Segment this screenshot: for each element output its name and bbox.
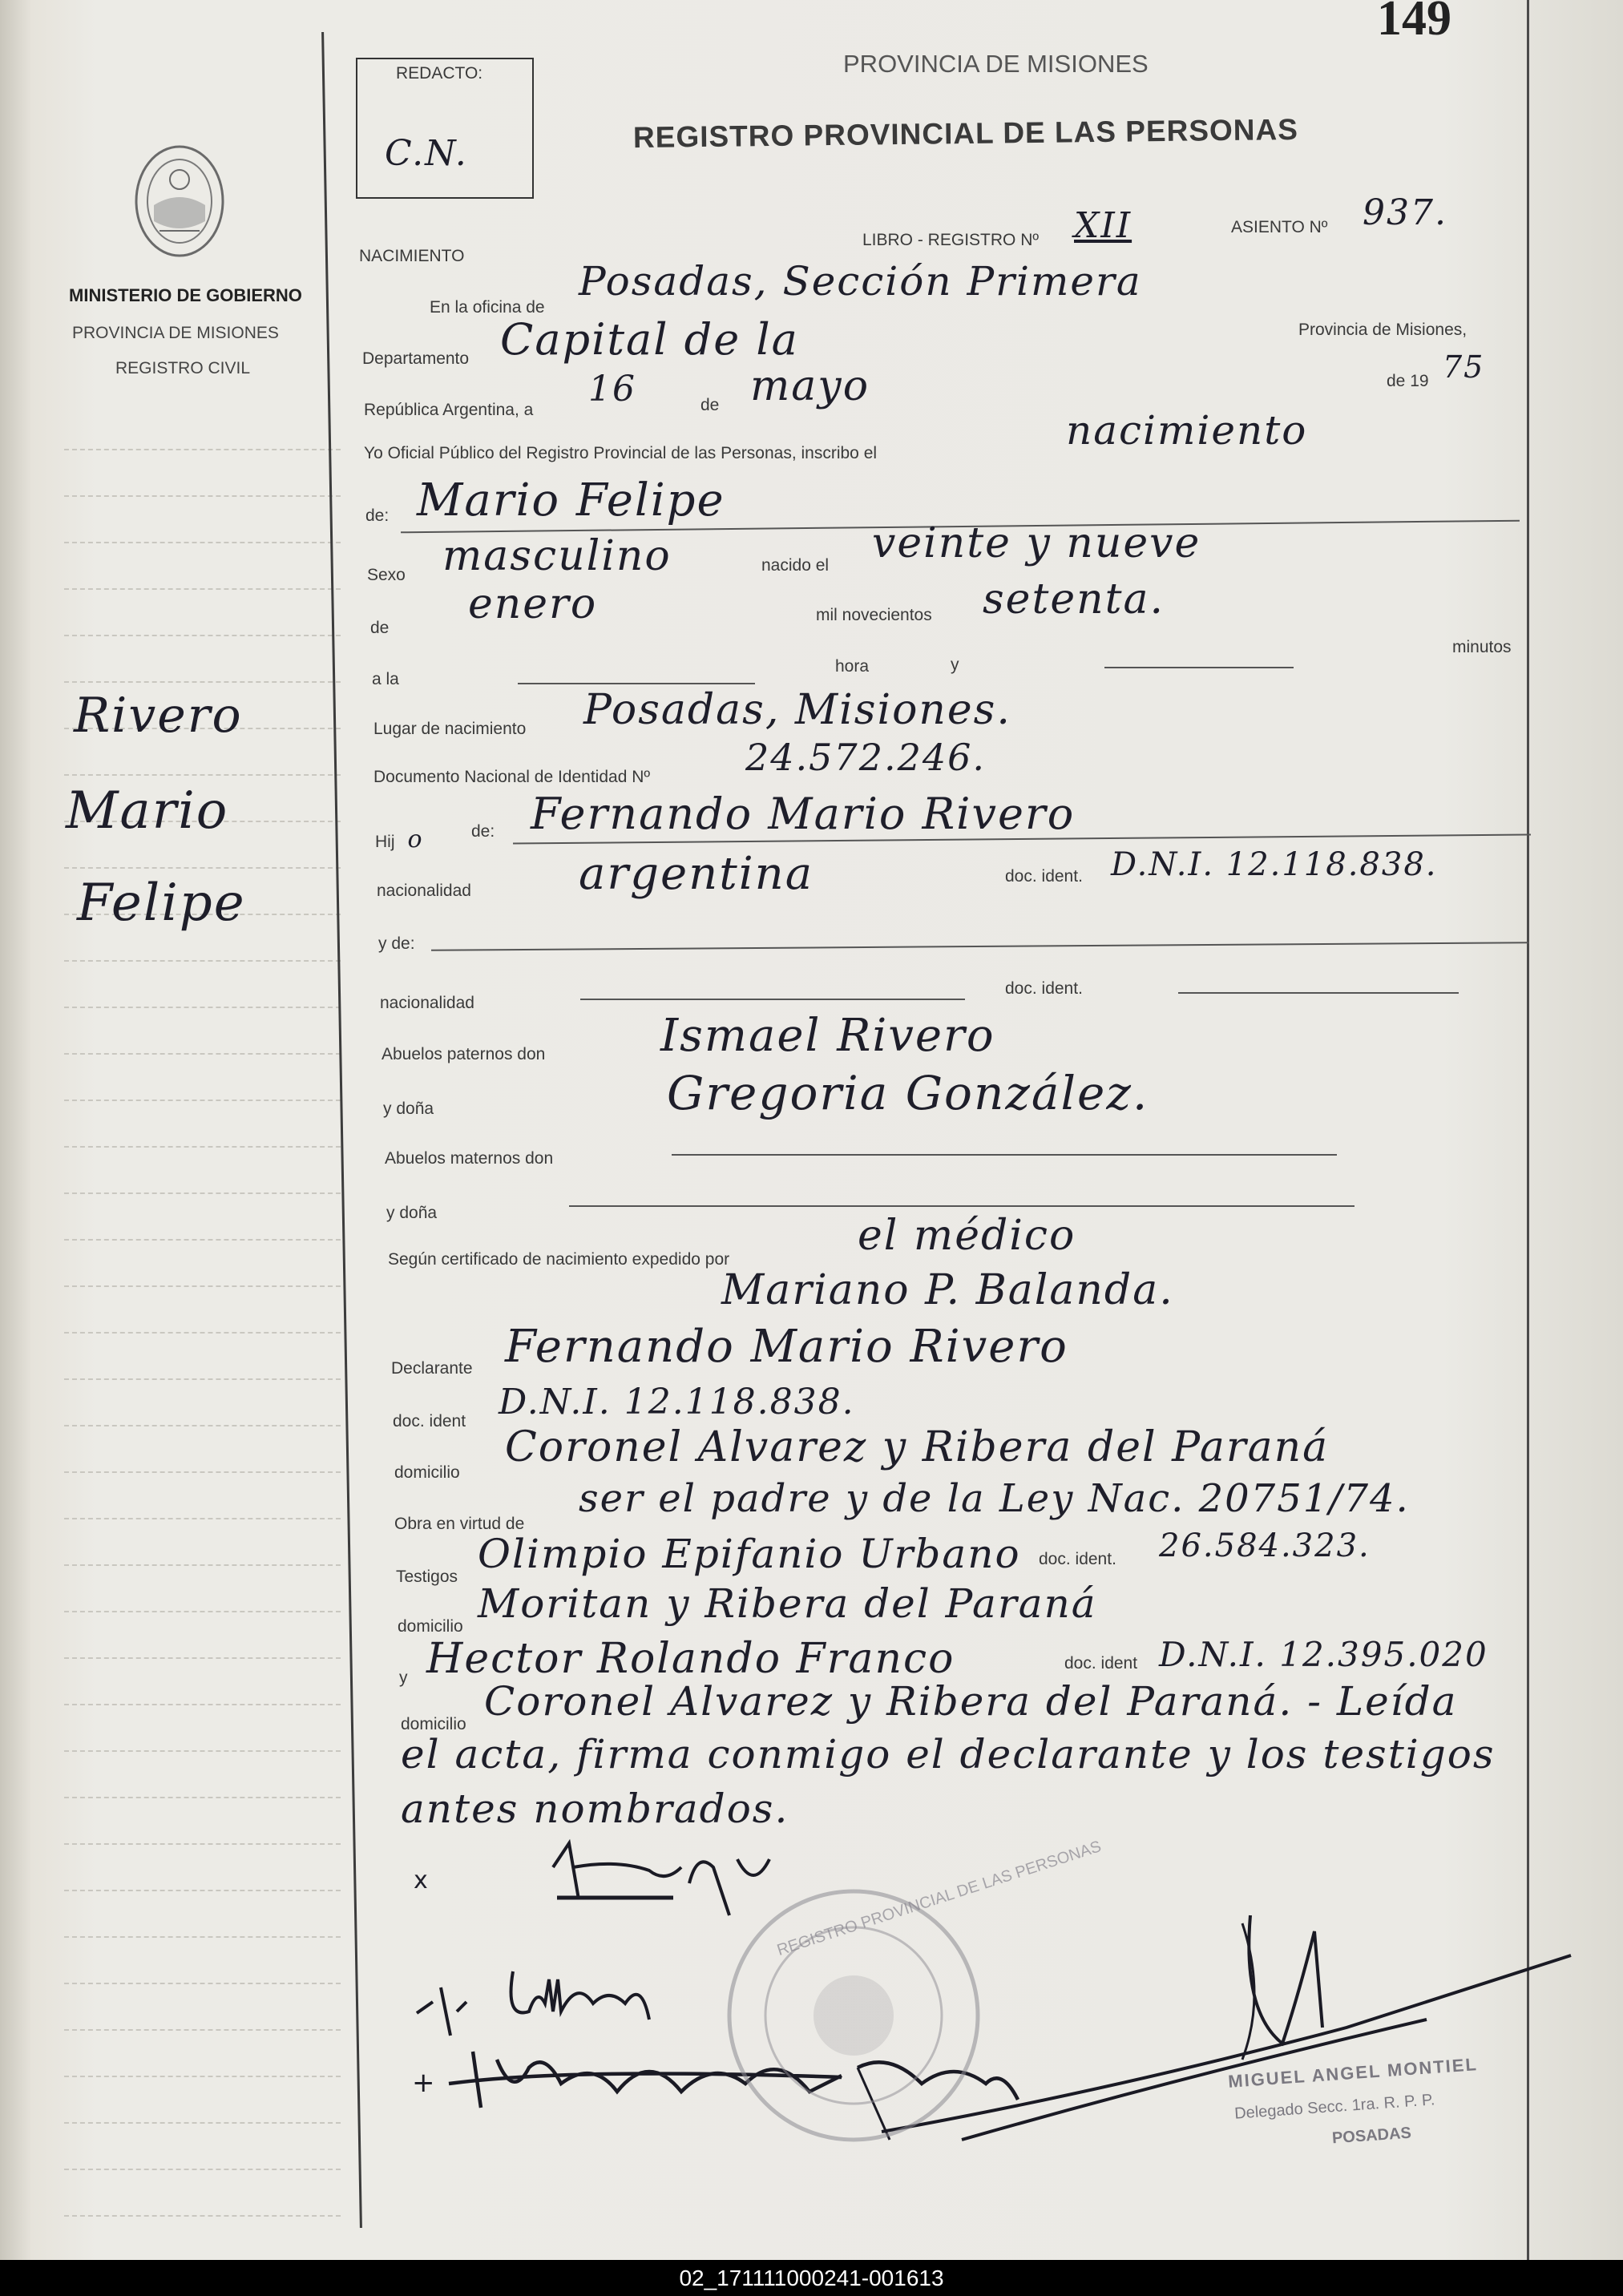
doc-padre-value: D.N.I. 12.118.838.	[1111, 846, 1438, 883]
nacionalidad2-line	[580, 999, 965, 1000]
hijo-prefix: Hij	[375, 833, 395, 851]
domicilio3-label: domicilio	[401, 1715, 466, 1733]
departamento-label: Departamento	[362, 349, 470, 368]
asiento-value: 937.	[1363, 192, 1447, 233]
margin-rule-line	[64, 960, 341, 962]
ministry-province: PROVINCIA DE MISIONES	[72, 324, 279, 342]
margin-rule-line	[64, 1611, 341, 1612]
doc-declarante-value: D.N.I. 12.118.838.	[499, 1382, 855, 1422]
testigo1-value: Olimpio Epifanio Urbano	[478, 1531, 1021, 1577]
svg-text:+: +	[412, 2067, 435, 2099]
y-dona-label: y doña	[383, 1100, 434, 1118]
margin-rule-line	[64, 2029, 341, 2031]
ministry-office: REGISTRO CIVIL	[115, 359, 251, 377]
margin-rule-line	[64, 1657, 341, 1659]
margin-rule-line	[64, 2215, 341, 2217]
doc-ident2-label: doc. ident.	[1005, 979, 1083, 998]
dni-value: 24.572.246.	[745, 736, 986, 779]
margin-rule-line	[64, 1378, 341, 1380]
margin-rule-line	[64, 1518, 341, 1519]
padre-value: Fernando Mario Rivero	[531, 789, 1076, 839]
nacimiento-label: NACIMIENTO	[359, 247, 465, 265]
margin-rule-line	[64, 1285, 341, 1287]
oficina-label: En la oficina de	[430, 298, 545, 317]
nacido-label: nacido el	[761, 556, 830, 575]
declarante-value: Fernando Mario Rivero	[505, 1321, 1068, 1373]
dni-label: Documento Nacional de Identidad Nº	[373, 768, 651, 786]
mil-label: mil novecientos	[816, 606, 932, 624]
margin-rule-line	[64, 1471, 341, 1473]
madre-line	[431, 942, 1529, 951]
minutos-label: minutos	[1452, 638, 1512, 656]
margin-rule-line	[64, 1797, 341, 1798]
round-seal-text: REGISTRO PROVINCIAL DE LAS PERSONAS	[774, 1838, 1104, 1959]
nombre-value: Mario Felipe	[417, 474, 725, 527]
margin-rule-line	[64, 495, 341, 497]
lugar-label: Lugar de nacimiento	[373, 720, 527, 738]
certificado-value: el médico	[858, 1212, 1076, 1260]
margin-rule-line	[64, 1192, 341, 1194]
margin-rule-line	[64, 2076, 341, 2077]
margin-rule-line	[64, 635, 341, 636]
margin-rule-line	[64, 1750, 341, 1752]
doc-testigo1-value: 26.584.323.	[1159, 1527, 1371, 1564]
margin-rule-line	[64, 1332, 341, 1334]
nacionalidad-value: argentina	[579, 848, 814, 900]
margin-rule-line	[64, 2122, 341, 2124]
oficial-label: Yo Oficial Público del Registro Provincial de las Personas, inscribo el	[364, 444, 878, 462]
y-dona2-label: y doña	[386, 1204, 438, 1222]
y-label: y	[951, 656, 959, 674]
hijo-label	[375, 825, 424, 853]
margin-note-surname: Rivero	[74, 688, 243, 744]
abuelos-m-label: Abuelos maternos don	[385, 1149, 554, 1168]
lugar-value: Posadas, Misiones.	[583, 686, 1011, 734]
margin-rule-line	[64, 1890, 341, 1891]
abuelos-p-label: Abuelos paternos don	[382, 1045, 546, 1063]
abuelo-m-line	[672, 1154, 1337, 1156]
margin-rule-line	[64, 1425, 341, 1426]
margin-rule-line	[64, 1053, 341, 1055]
margin-rule-line	[64, 1936, 341, 1938]
hijo-suffix: o	[407, 825, 424, 853]
obra-value: ser el padre y de la Ley Nac. 20751/74.	[579, 1476, 1410, 1521]
margin-rule-line	[64, 1704, 341, 1705]
declarante-label: Declarante	[391, 1359, 473, 1378]
de-label: de	[700, 396, 720, 414]
margin-rule-line	[64, 1146, 341, 1148]
svg-text:x: x	[414, 1866, 428, 1895]
medico-value: Mariano P. Balanda.	[721, 1266, 1174, 1314]
mes-value: mayo	[750, 362, 870, 410]
provincia-label: Provincia de Misiones,	[1298, 321, 1468, 339]
certificado-label: Según certificado de nacimiento expedido por	[388, 1250, 730, 1269]
margin-rule-line	[64, 2169, 341, 2170]
header-province: PROVINCIA DE MISIONES	[843, 50, 1149, 78]
official-name-stamp: MIGUEL ANGEL MONTIEL	[1227, 2054, 1479, 2092]
cierre-line-1: el acta, firma conmigo el declarante y los testigos	[401, 1731, 1496, 1777]
margin-rule-line	[64, 1100, 341, 1101]
doc-ident4-label: doc. ident.	[1039, 1550, 1116, 1568]
anio-nac-value: setenta.	[983, 575, 1165, 623]
asiento-label: ASIENTO Nº	[1231, 218, 1328, 236]
hijo-de-label: de:	[471, 822, 495, 841]
nacionalidad2-label: nacionalidad	[380, 994, 474, 1012]
margin-rule-line	[64, 1843, 341, 1845]
abuelo-p-value: Ismael Rivero	[660, 1010, 995, 1062]
de3-label: de	[370, 619, 390, 637]
margin-rule-line	[64, 1007, 341, 1008]
domicilio-label: domicilio	[394, 1463, 460, 1482]
margin-rule-line	[64, 542, 341, 543]
republica-label: República Argentina, a	[364, 401, 534, 419]
hora-label: hora	[835, 657, 870, 676]
redacto-box	[356, 58, 534, 199]
header-title: REGISTRO PROVINCIAL DE LAS PERSONAS	[632, 112, 1299, 155]
margin-rule-line	[64, 588, 341, 590]
ala-label: a la	[372, 670, 399, 688]
oficial-value: nacimiento	[1066, 407, 1308, 454]
redacto-label: REDACTO:	[396, 64, 483, 83]
margin-rule-line	[64, 449, 341, 450]
page-number: 149	[1377, 0, 1451, 46]
anio-value: 75	[1443, 349, 1485, 385]
oficina-value: Posadas, Sección Primera	[579, 258, 1142, 305]
margin-rule-line	[64, 1239, 341, 1241]
margin-rule-line	[64, 1564, 341, 1566]
anio-label: de 19	[1387, 372, 1429, 390]
doc-testigo2-value: D.N.I. 12.395.020	[1159, 1635, 1488, 1674]
image-caption: 02_171111000241-001613	[0, 2260, 1623, 2296]
ministry-name: MINISTERIO DE GOBIERNO	[69, 285, 302, 305]
redacto-value: C.N.	[385, 133, 468, 174]
sexo-label: Sexo	[367, 566, 406, 584]
nacionalidad-label: nacionalidad	[377, 882, 471, 900]
minutos-line	[1104, 667, 1294, 668]
obra-label: Obra en virtud de	[394, 1515, 525, 1533]
official-city-stamp: POSADAS	[1331, 2124, 1412, 2148]
mes-nac-value: enero	[468, 580, 598, 628]
margin-rule-line	[64, 1983, 341, 1984]
official-role-stamp: Delegado Secc. 1ra. R. P. P.	[1233, 2091, 1435, 2123]
abuela-p-value: Gregoria González.	[667, 1066, 1149, 1120]
dia-value: 16	[588, 369, 636, 410]
domicilio-t1-value: Moritan y Ribera del Paraná	[478, 1580, 1097, 1627]
y-de-label: y de:	[378, 934, 415, 953]
testigo2-value: Hector Rolando Franco	[426, 1635, 955, 1683]
margin-rule-line	[64, 681, 341, 683]
ala-line	[518, 683, 755, 684]
province-coat-of-arms	[131, 141, 228, 261]
doc-ident2-line	[1178, 992, 1459, 994]
doc-ident3-label: doc. ident	[393, 1412, 466, 1430]
doc-ident5-label: doc. ident	[1064, 1654, 1138, 1673]
doc-ident-label: doc. ident.	[1005, 867, 1083, 886]
libro-value: XII	[1074, 205, 1132, 246]
nacido-value: veinte y nueve	[872, 519, 1201, 567]
libro-label: LIBRO - REGISTRO Nº	[862, 231, 1040, 249]
domicilio-value: Coronel Alvarez y Ribera del Paraná	[505, 1423, 1330, 1471]
cierre-line-2: antes nombrados.	[401, 1786, 789, 1832]
margin-rule-line	[64, 774, 341, 776]
testigos-label: Testigos	[396, 1568, 458, 1586]
abuela-m-line	[569, 1205, 1355, 1207]
margin-note-middle-name: Felipe	[77, 874, 246, 933]
de2-label: de:	[365, 506, 390, 525]
sexo-value: masculino	[442, 532, 672, 580]
domicilio-t2-value: Coronel Alvarez y Ribera del Paraná. - Leída	[484, 1678, 1458, 1725]
margin-border	[321, 32, 362, 2228]
departamento-value: Capital de la	[500, 314, 799, 365]
domicilio2-label: domicilio	[398, 1617, 463, 1636]
margin-note-first-name: Mario	[66, 781, 229, 841]
margin-rule-line	[64, 867, 341, 869]
y2-label: y	[399, 1669, 408, 1687]
